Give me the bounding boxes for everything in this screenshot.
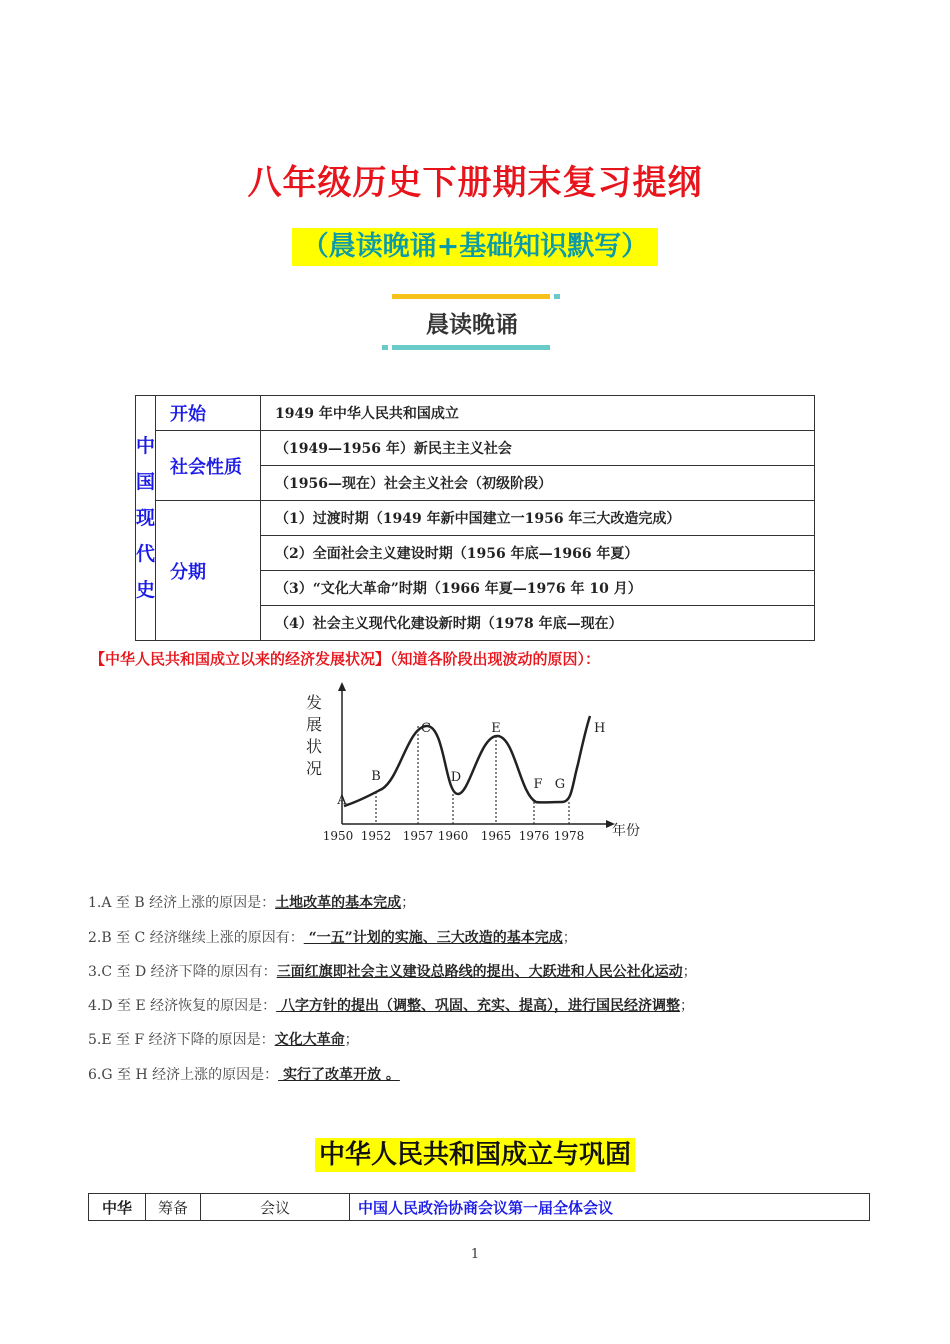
answer-3: 3.C 至 D 经济下降的原因有：三面红旗即社会主义建设总路线的提出、大跃进和人民公社化运动；	[88, 964, 697, 980]
x-tick-label: 1957	[402, 829, 434, 843]
period-value: （1）过渡时期（1949 年新中国建立一1956 年三大改造完成）	[261, 501, 815, 536]
badge-top-dot	[554, 294, 560, 299]
x-tick-label: 1976	[518, 829, 550, 843]
badge-bottom-bar	[392, 345, 550, 350]
y-axis-arrow	[338, 682, 346, 691]
point-label: D	[450, 770, 462, 785]
bottom-table	[88, 1193, 870, 1221]
period-value: （3）“文化大革命”时期（1966 年夏—1976 年 10 月）	[261, 571, 815, 606]
nature-label: 社会性质	[156, 431, 261, 501]
point-label: F	[533, 777, 543, 792]
badge-bottom-dot	[382, 345, 388, 350]
point-label: E	[491, 721, 501, 736]
x-tick-label: 1965	[480, 829, 512, 843]
point-label: A	[337, 793, 347, 808]
y-label-char: 发	[305, 693, 323, 712]
period-value: （4）社会主义现代化建设新时期（1978 年底—现在）	[261, 606, 815, 641]
start-label: 开始	[156, 396, 261, 431]
nature-value: （1956—现在）社会主义社会（初级阶段）	[261, 466, 815, 501]
point-label: H	[594, 721, 606, 736]
bottom-cell-1: 中华	[89, 1194, 146, 1221]
answer-6: 6.G 至 H 经济上涨的原因是： 实行了改革开放 。	[88, 1067, 400, 1083]
period-label: 分期	[156, 501, 261, 641]
answer-2: 2.B 至 C 经济继续上涨的原因有： “一五”计划的实施、三大改造的基本完成；	[88, 930, 577, 946]
economy-chart	[300, 676, 650, 848]
point-label: B	[371, 769, 381, 784]
document-subtitle: （晨读晚诵+基础知识默写）	[292, 228, 659, 266]
period-value: （2）全面社会主义建设时期（1956 年底—1966 年夏）	[261, 536, 815, 571]
x-axis-label: 年份	[612, 823, 640, 839]
x-tick-label: 1952	[360, 829, 392, 843]
y-label-char: 展	[305, 715, 323, 734]
start-value: 1949 年中华人民共和国成立	[261, 396, 815, 431]
x-tick-label: 1960	[437, 829, 469, 843]
nature-value: （1949—1956 年）新民主主义社会	[261, 431, 815, 466]
x-tick-label: 1950	[322, 829, 354, 843]
y-label-char: 状	[305, 737, 323, 756]
y-axis-label	[306, 693, 322, 778]
bottom-cell-2: 筹备	[146, 1194, 201, 1221]
bottom-cell-4: 中国人民政治协商会议第一届全体会议	[350, 1194, 870, 1221]
curve-point-labels	[336, 721, 605, 808]
economy-heading: 【中华人民共和国成立以来的经济发展状况】（知道各阶段出现波动的原因）：	[90, 650, 601, 668]
x-tick-labels	[323, 829, 585, 843]
section-badge: 晨读晚诵	[426, 312, 518, 338]
side-label: 中 国 现 代 史	[136, 396, 156, 641]
point-label: C	[421, 721, 431, 736]
answer-5: 5.E 至 F 经济下降的原因是：文化大革命；	[88, 1032, 359, 1048]
x-tick-label: 1978	[553, 829, 585, 843]
page-number: 1	[470, 1247, 480, 1262]
y-label-char: 况	[305, 759, 323, 778]
answer-4: 4.D 至 E 经济恢复的原因是： 八字方针的提出（调整、巩固、充实、提高），进行国民经济调整；	[88, 998, 695, 1014]
point-label: G	[554, 777, 566, 792]
section-title: 中华人民共和国成立与巩固	[315, 1138, 635, 1172]
badge-top-bar	[392, 294, 550, 299]
economy-curve	[344, 716, 590, 806]
overview-table	[135, 395, 815, 641]
answer-1: 1.A 至 B 经济上涨的原因是：土地改革的基本完成；	[88, 895, 416, 911]
bottom-cell-3: 会议	[201, 1194, 350, 1221]
document-title: 八年级历史下册期末复习提纲	[247, 163, 703, 203]
